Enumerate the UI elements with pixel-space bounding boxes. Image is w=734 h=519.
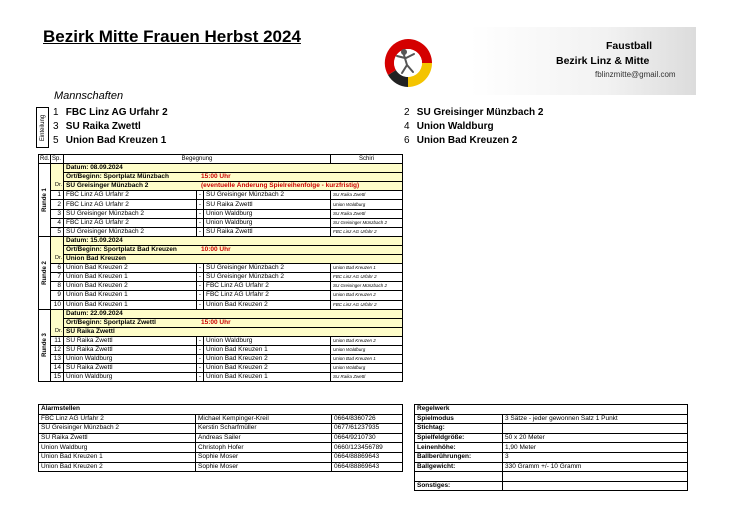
logo-text-faustball: Faustball [606,40,653,52]
round-label-cell [39,164,51,237]
game-separator: - [197,209,204,218]
round-label: Runde 1 [41,188,48,212]
game-number: 4 [51,218,64,227]
alarm-phone: 0660/123456789 [332,443,403,453]
game-home-team: Union Bad Kreuzen 1 [64,291,197,300]
game-away-team: Union Waldburg [204,209,331,218]
table-row [39,336,403,345]
game-home-team: SU Raika Zwettl [64,364,197,373]
game-referee: Union Bad Kreuzen 2 [331,291,403,300]
game-away-team: Union Bad Kreuzen 2 [204,355,331,364]
team-name: SU Greisinger Münzbach 2 [416,107,544,118]
rule-value: 3 Sätze - jeder gewonnen Satz 1 Punkt [503,414,688,424]
round-location-text: Ort/Beginn: Sportplatz Bad Kreuzen [66,245,177,253]
game-home-team: Union Bad Kreuzen 1 [64,300,197,309]
game-referee: SU Raika Zwettl [331,191,403,200]
team-number: 4 [404,121,410,132]
rule-value: 3 [503,452,688,462]
team-number: 3 [53,121,59,132]
game-away-team: Union Bad Kreuzen 1 [204,345,331,354]
game-away-team: Union Bad Kreuzen 1 [204,373,331,382]
alarm-person: Christoph Hofer [196,443,332,453]
table-row [415,462,688,472]
game-referee: SU Raika Zwettl [331,373,403,382]
game-number: 2 [51,200,64,209]
game-referee: Union Bad Kreuzen 1 [331,355,403,364]
round-location [64,318,403,327]
game-home-team: Union Waldburg [64,355,197,364]
alarm-phone: 0664/9210730 [332,433,403,443]
game-separator: - [197,336,204,345]
table-row [39,424,403,434]
game-number: 5 [51,227,64,236]
table-row [39,373,403,382]
game-referee: FBC Linz AG Urfahr 2 [331,273,403,282]
game-away-team: SU Raika Zwettl [204,227,331,236]
rule-key: Spielmodus [415,414,503,424]
round-info-row [39,173,403,182]
game-separator: - [197,364,204,373]
team-name: Union Waldburg [416,121,494,132]
alarm-phone: 0664/88869643 [332,452,403,462]
alarm-person: Michael Kempinger-Kreil [196,414,332,424]
game-number: 10 [51,300,64,309]
logo-email: fblinzmitte@gmail.com [595,70,676,79]
game-referee: FBC Linz AG Urfahr 2 [331,227,403,236]
game-number: 13 [51,355,64,364]
game-referee: FBC Linz AG Urfahr 2 [331,300,403,309]
header-rd: Rd. [40,156,50,163]
logo-text-bezirk: Bezirk Linz & Mitte [556,55,650,67]
einteilung-label-box [36,107,49,148]
alarm-person: Sophie Moser [196,452,332,462]
rule-value: 330 Gramm +/- 10 Gramm [503,462,688,472]
team-entry [404,107,543,118]
table-row [39,291,403,300]
page-title: Bezirk Mitte Frauen Herbst 2024 [43,27,301,46]
game-separator: - [197,191,204,200]
rule-value [503,472,688,482]
table-row [39,200,403,209]
round-location [64,245,403,254]
game-home-team: SU Greisinger Münzbach 2 [64,227,197,236]
round-date [64,164,403,173]
game-home-team: FBC Linz AG Urfahr 2 [64,191,197,200]
table-row [39,227,403,236]
game-separator: - [197,282,204,291]
game-separator: - [197,273,204,282]
header-sp: Sp. [51,155,64,164]
team-entry [53,121,141,132]
game-referee: Union Waldburg [331,345,403,354]
table-row [39,414,403,424]
game-referee: SU Raika Zwettl [331,209,403,218]
game-number: 8 [51,282,64,291]
table-row [415,452,688,462]
game-number: 9 [51,291,64,300]
team-number: 5 [53,135,59,146]
game-referee: SU Greisinger Münzbach 2 [331,282,403,291]
round-date-text: Datum: 22.09.2024 [66,309,123,317]
round-time: 10:00 Uhr [201,245,231,253]
rule-value [503,481,688,491]
game-separator: - [197,218,204,227]
alarm-phone: 0664/8360726 [332,414,403,424]
game-number: 14 [51,364,64,373]
round-info-row [39,164,403,173]
dr-label: Dr. [51,236,64,263]
round-date-text: Datum: 15.09.2024 [66,236,123,244]
dr-label: Dr. [51,309,64,336]
rule-value [503,424,688,434]
alarm-person: Sophie Moser [196,462,332,472]
alarm-phone: 0664/88869643 [332,462,403,472]
table-row [39,218,403,227]
table-row [415,443,688,453]
game-separator: - [197,300,204,309]
team-number: 1 [53,107,59,118]
game-referee: Union Waldburg [331,200,403,209]
rule-key: Leinenhöhe: [415,443,503,453]
header-schiri: Schiri [331,155,403,164]
round-note: (eventuelle Änderung Spielreihenfolge - kurzfristig) [201,182,360,190]
game-referee: Union Bad Kreuzen 2 [331,336,403,345]
round-label: Runde 3 [41,333,48,358]
round-location-text: Ort/Beginn: Sportplatz Zwettl [66,318,156,326]
team-number: 2 [404,107,410,118]
team-entry [53,135,166,146]
team-entry [404,135,517,146]
game-away-team: Union Waldburg [204,336,331,345]
game-home-team: Union Bad Kreuzen 2 [64,264,197,273]
alarmstellen-title: Alarmstellen [39,405,403,415]
regelwerk-title: Regelwerk [415,405,688,415]
table-row [415,424,688,434]
round-location-text: Ort/Beginn: Sportplatz Münzbach [66,173,169,181]
alarm-team: SU Greisinger Münzbach 2 [39,424,196,434]
table-row [415,481,688,491]
game-home-team: SU Greisinger Münzbach 2 [64,209,197,218]
game-away-team: SU Raika Zwettl [204,200,331,209]
game-number: 7 [51,273,64,282]
game-home-team: Union Bad Kreuzen 1 [64,273,197,282]
team-name: SU Raika Zwettl [65,121,141,132]
alarm-team: Union Waldburg [39,443,196,453]
game-separator: - [197,291,204,300]
alarm-team: Union Bad Kreuzen 2 [39,462,196,472]
round-time: 15:00 Uhr [201,173,231,181]
faustball-logo-icon [382,37,434,89]
table-row [39,452,403,462]
game-home-team: SU Raika Zwettl [64,336,197,345]
rule-key: Ballgewicht: [415,462,503,472]
game-separator: - [197,200,204,209]
game-referee: Union Waldburg [331,364,403,373]
rule-key: Stichtag: [415,424,503,434]
rule-key: Sonstiges: [415,481,503,491]
table-row [39,209,403,218]
rule-value: 1,90 Meter [503,443,688,453]
schedule-table [38,154,403,382]
table-row [39,273,403,282]
alarm-team: Union Bad Kreuzen 1 [39,452,196,462]
table-row [39,282,403,291]
rule-value: 50 x 20 Meter [503,433,688,443]
table-row [39,355,403,364]
round-time: 15:00 Uhr [201,318,231,326]
rule-key: Ballberührungen: [415,452,503,462]
round-info-row [39,309,403,318]
game-separator: - [197,264,204,273]
game-number: 15 [51,373,64,382]
schedule-header-row [39,155,403,164]
round-date [64,309,403,318]
game-home-team: SU Raika Zwettl [64,345,197,354]
round-host-text: SU Raika Zwettl [66,327,115,335]
round-info-row [39,318,403,327]
alarm-person: Andreas Sailer [196,433,332,443]
alarm-phone: 0677/61237935 [332,424,403,434]
round-info-row [39,245,403,254]
game-number: 6 [51,264,64,273]
game-away-team: FBC Linz AG Urfahr 2 [204,291,331,300]
alarm-team: FBC Linz AG Urfahr 2 [39,414,196,424]
round-date-text: Datum: 08.09.2024 [66,164,123,172]
game-separator: - [197,373,204,382]
alarm-person: Kerstin Scharfmüller [196,424,332,434]
game-away-team: SU Greisinger Münzbach 2 [204,273,331,282]
table-row [39,264,403,273]
game-away-team: Union Bad Kreuzen 2 [204,300,331,309]
round-host [64,327,403,336]
game-separator: - [197,355,204,364]
game-home-team: Union Waldburg [64,373,197,382]
round-location [64,173,403,182]
game-referee: Union Bad Kreuzen 1 [331,264,403,273]
round-info-row [39,236,403,245]
game-away-team: Union Waldburg [204,218,331,227]
team-entry [53,107,168,118]
table-row [39,443,403,453]
round-info-row [39,255,403,264]
dr-label: Dr. [51,164,64,191]
table-row [415,414,688,424]
rule-key: Spielfeldgröße: [415,433,503,443]
table-row [39,191,403,200]
game-number: 12 [51,345,64,354]
game-away-team: Union Bad Kreuzen 2 [204,364,331,373]
table-row [415,472,688,482]
header-begegnung: Begegnung [64,155,331,164]
game-home-team: FBC Linz AG Urfahr 2 [64,218,197,227]
round-label-cell [39,309,51,382]
team-entry [404,121,494,132]
round-host [64,255,403,264]
game-number: 3 [51,209,64,218]
game-away-team: FBC Linz AG Urfahr 2 [204,282,331,291]
game-away-team: SU Greisinger Münzbach 2 [204,264,331,273]
table-row [415,433,688,443]
round-label: Runde 2 [41,260,48,285]
team-name: FBC Linz AG Urfahr 2 [65,107,168,118]
round-host-text: Union Bad Kreuzen [66,255,126,263]
alarmstellen-table [38,404,403,472]
einteilung-label: Einteilung [39,114,46,141]
round-info-row [39,327,403,336]
table-row [39,364,403,373]
round-date [64,236,403,245]
table-row [39,462,403,472]
game-separator: - [197,227,204,236]
alarm-team: SU Raika Zwettl [39,433,196,443]
teams-heading: Mannschaften [54,90,124,102]
team-number: 6 [404,135,410,146]
regelwerk-table [414,404,688,491]
rule-key [415,472,503,482]
round-host [64,182,403,191]
game-number: 1 [51,191,64,200]
game-home-team: Union Bad Kreuzen 2 [64,282,197,291]
round-label-cell [39,236,51,309]
round-info-row [39,182,403,191]
table-row [39,345,403,354]
table-row [39,433,403,443]
game-separator: - [197,345,204,354]
game-away-team: SU Greisinger Münzbach 2 [204,191,331,200]
game-home-team: FBC Linz AG Urfahr 2 [64,200,197,209]
game-referee: SU Greisinger Münzbach 2 [331,218,403,227]
table-row [39,300,403,309]
team-name: Union Bad Kreuzen 2 [416,135,518,146]
team-name: Union Bad Kreuzen 1 [65,135,167,146]
game-number: 11 [51,336,64,345]
round-host-text: SU Greisinger Münzbach 2 [66,182,149,190]
